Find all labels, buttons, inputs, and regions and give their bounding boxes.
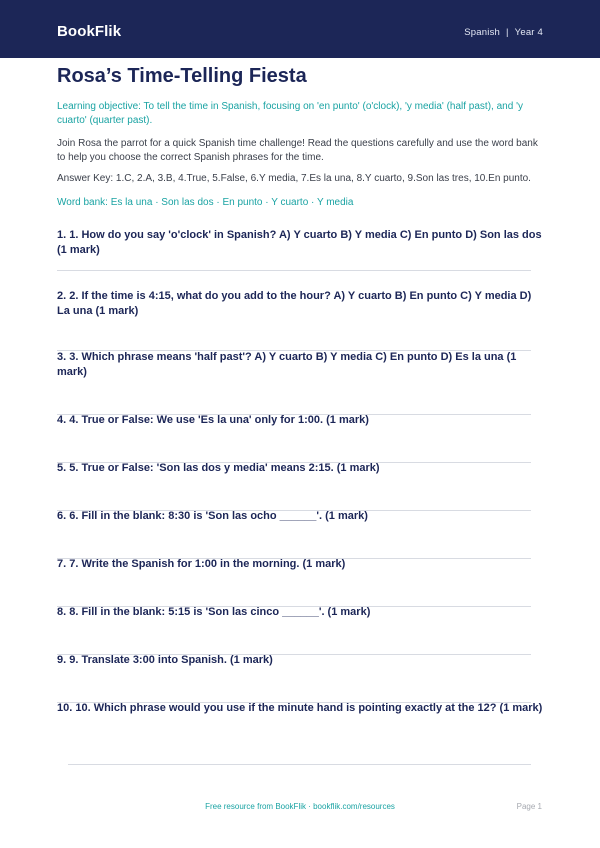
header-meta: [464, 27, 543, 38]
page-title: Rosa’s Time-Telling Fiesta: [57, 65, 307, 87]
question-6: 6. 6. Fill in the blank: 8:30 is 'Son las ocho ______'. (1 mark): [57, 510, 368, 522]
page-number: Page 1: [516, 802, 542, 811]
question-9: 9. 9. Translate 3:00 into Spanish. (1 mark): [57, 654, 273, 666]
question-7: 7. 7. Write the Spanish for 1:00 in the morning. (1 mark): [57, 558, 346, 570]
question-2: 2. 2. If the time is 4:15, what do you add to the hour? A) Y cuarto B) En punto C) Y media D) La una (1 mark): [57, 290, 532, 317]
question-3: 3. 3. Which phrase means 'half past'? A) Y cuarto B) Y media C) En punto D) Es la una (1 mark): [57, 351, 517, 378]
question-5: 5. 5. True or False: 'Son las dos y media' means 2:15. (1 mark): [57, 462, 380, 474]
brand-logo: BookFlik: [57, 23, 122, 40]
answer-line-1: [57, 270, 531, 271]
question-8: 8. 8. Fill in the blank: 5:15 is 'Son las cinco ______'. (1 mark): [57, 606, 371, 618]
intro-text: Join Rosa the parrot for a quick Spanish time challenge! Read the questions carefully and use the word bank to help you choose the correct Spanish phrases for the time.: [57, 138, 538, 163]
header-bar: [0, 0, 600, 58]
question-1: 1. 1. How do you say 'o'clock' in Spanish? A) Y cuarto B) Y media C) En punto D) Son las dos (1 mark): [57, 229, 542, 256]
word-bank: Word bank: Es la una · Son las dos · En punto · Y cuarto · Y media: [57, 197, 354, 208]
learning-objective: Learning objective: To tell the time in Spanish, focusing on 'en punto' (o'clock), 'y media' (half past), and 'y cuarto' (quarter past).: [57, 101, 523, 126]
year-label: Year 4: [514, 27, 543, 38]
answer-line-10: [68, 764, 531, 765]
footer-credit: Free resource from BookFlik · bookflik.com/resources: [205, 802, 395, 811]
meta-separator: |: [506, 27, 509, 38]
question-10: 10. 10. Which phrase would you use if the minute hand is pointing exactly at the 12? (1 mark): [57, 702, 543, 714]
subject-label: Spanish: [464, 27, 500, 38]
question-4: 4. 4. True or False: We use 'Es la una' only for 1:00. (1 mark): [57, 414, 369, 426]
answer-key: Answer Key: 1.C, 2.A, 3.B, 4.True, 5.False, 6.Y media, 7.Es la una, 8.Y cuarto, 9.Son las tres, 10.En punto.: [57, 173, 531, 184]
